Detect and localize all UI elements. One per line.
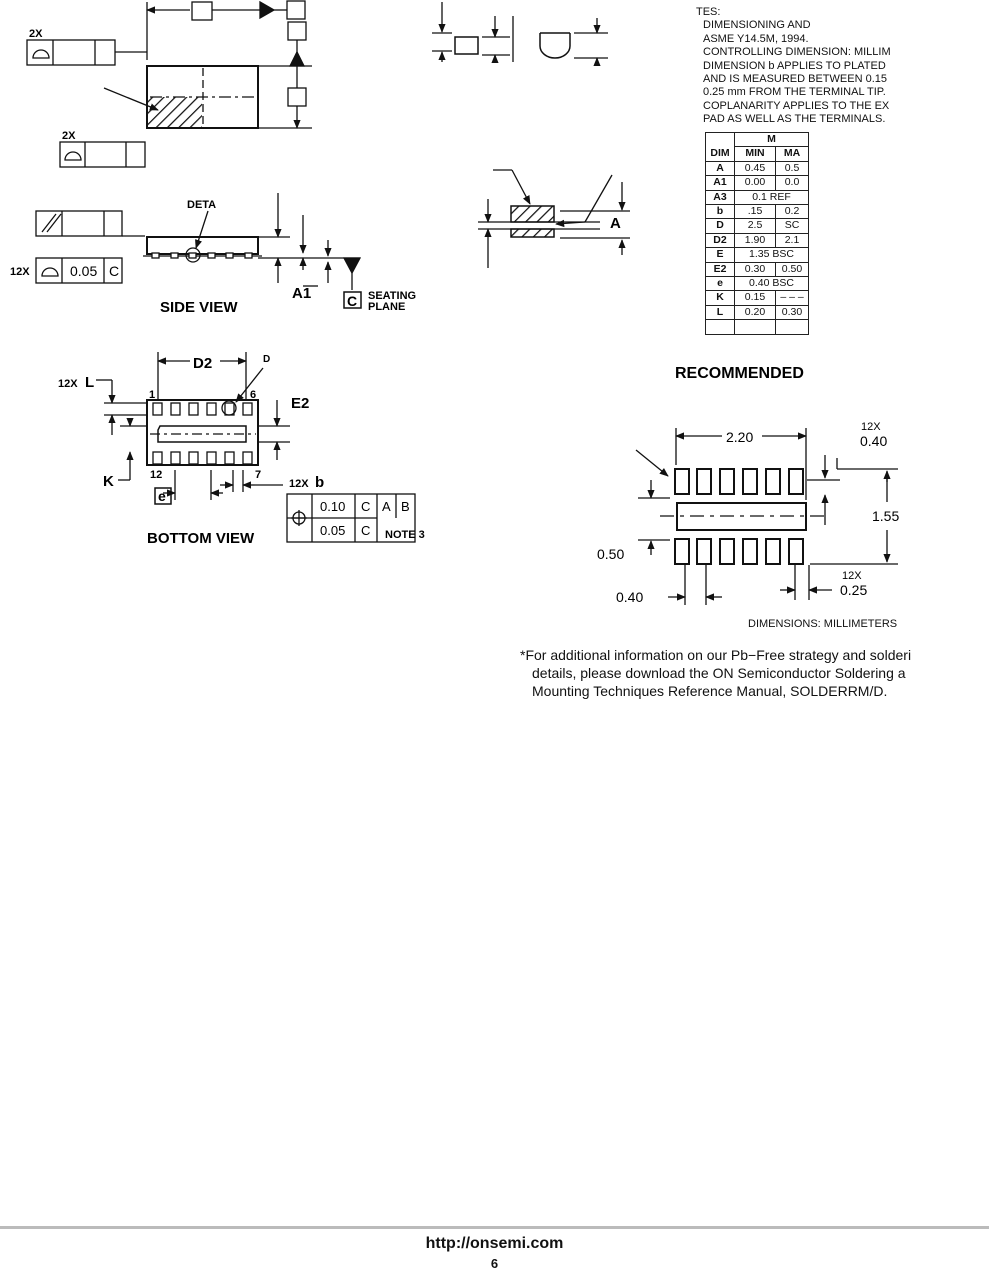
seating-plane-label-2: PLANE [368,301,406,313]
recommended-title: RECOMMENDED [675,365,804,382]
col-dim-header: DIM [706,133,735,162]
note-line: CONTROLLING DIMENSION: MILLIM [703,46,891,59]
side-fcf-datum: C [109,263,120,279]
notes-block [696,6,988,127]
min-cell: 0.30 [735,262,776,276]
dim-cell: D [706,219,735,233]
min-cell: 1.90 [735,233,776,247]
dim-0-25: 0.25 [840,582,868,598]
footer-url[interactable]: http://onsemi.com [425,1235,564,1252]
pin1-label: 1 [149,389,156,401]
fcf-row2-value: 0.05 [320,523,346,538]
dim-0-50: 0.50 [597,546,625,562]
pin12-label: 12 [150,469,163,481]
col-max-header: MA [776,147,809,161]
footer-divider [0,1226,989,1229]
dim-0-40-top: 0.40 [860,433,888,449]
note-line: DIMENSIONING AND [703,19,811,32]
datum-c-label: C [347,293,358,309]
table-row [706,248,809,262]
d-callout-label: D [263,354,271,365]
max-cell: 0.30 [776,305,809,319]
dimensions-units-note: DIMENSIONS: MILLIMETERS [748,618,898,630]
min-cell: 0.15 [735,291,776,305]
note-line: DIMENSION b APPLIES TO PLATED [703,59,886,72]
note3-label: NOTE 3 [385,529,425,541]
min-cell: 0.00 [735,176,776,190]
top-view [27,1,312,167]
dim-cell [706,320,735,334]
a1-label: A1 [292,285,312,302]
b-label: b [315,474,325,491]
note-line: 0.25 mm FROM THE TERMINAL TIP. [703,86,886,99]
fcf-row1-value: 0.10 [320,499,346,514]
fcf-row1-datum3: B [401,499,410,514]
pin7-label: 7 [255,469,262,481]
dimension-table [705,132,809,335]
min-cell: 0.20 [735,305,776,319]
dim-cell: E [706,248,735,262]
dim-1-55: 1.55 [872,508,900,524]
package-bottom-outline [147,400,258,465]
max-cell: 2.1 [776,233,809,247]
dim-cell: L [706,305,735,319]
top-2x-label-a: 2X [29,28,43,40]
min-cell [735,320,776,334]
pin1-hatched-area [148,97,202,127]
dim-cell: A [706,161,735,175]
max-cell: 0.0 [776,176,809,190]
datum-box-d [192,2,212,20]
note-line: ASME Y14.5M, 1994. [703,32,809,45]
table-row [706,262,809,276]
b-prefix: 12X [289,478,309,490]
max-cell: 0.5 [776,161,809,175]
note-line: AND IS MEASURED BETWEEN 0.15 [703,73,887,86]
group-header: M [735,133,809,147]
dim-0-25-prefix: 12X [842,570,862,582]
dim-cell: A1 [706,176,735,190]
table-row [706,161,809,175]
detail-label: DETA [187,199,217,211]
d2-label: D2 [193,355,213,372]
l-label: L [85,374,95,391]
side-fcf-prefix: 12X [10,266,30,278]
table-row [706,205,809,219]
table-row [706,219,809,233]
footnote-line-2: details, please download the ON Semiconductor Soldering a [532,665,906,681]
footnote [520,646,989,700]
footnote-line-3: Mounting Techniques Reference Manual, SOLDERRM/D. [532,683,888,699]
top-2x-label-b: 2X [62,130,76,142]
note-line: COPLANARITY APPLIES TO THE EX [703,99,890,112]
col-min-header: MIN [735,147,776,161]
side-fcf-value: 0.05 [70,263,98,279]
note-line: PAD AS WELL AS THE TERMINALS. [703,113,886,126]
side-view-title: SIDE VIEW [160,299,238,316]
span-cell: 0.1 REF [735,190,809,204]
dim-cell: E2 [706,262,735,276]
max-cell: 0.2 [776,205,809,219]
table-row [706,277,809,291]
max-cell: 0.50 [776,262,809,276]
table-row [706,305,809,319]
table-row [706,176,809,190]
fcf-row1-datum1: C [361,499,371,514]
min-cell: .15 [735,205,776,219]
table-row [706,190,809,204]
dim-cell: e [706,277,735,291]
dim-0-40-top-prefix: 12X [861,421,881,433]
max-cell: – – – [776,291,809,305]
min-cell: 0.45 [735,161,776,175]
package-side-body [147,237,258,254]
max-cell: SC [776,219,809,233]
bottom-view-title: BOTTOM VIEW [147,530,255,547]
e2-label: E2 [291,395,310,412]
table-row [706,320,809,334]
span-cell: 0.40 BSC [735,277,809,291]
page-number: 6 [490,1256,499,1271]
max-cell [776,320,809,334]
pin6-label: 6 [250,389,257,401]
dim-2-20: 2.20 [726,429,754,445]
dim-cell: A3 [706,190,735,204]
k-label: K [103,473,114,490]
dim-cell: D2 [706,233,735,247]
e-pitch-label: e [158,488,166,504]
footnote-line-1: *For additional information on our Pb−Free strategy and solderi [520,647,912,663]
fcf-row2-datum1: C [361,523,371,538]
table-row [706,233,809,247]
detail-views [432,2,630,268]
table-row [706,291,809,305]
dim-cell: b [706,205,735,219]
detail-a-label: A [610,215,621,232]
span-cell: 1.35 BSC [735,248,809,262]
l-prefix: 12X [58,378,78,390]
dim-cell: K [706,291,735,305]
notes-heading: TES: [696,6,721,18]
dim-0-40-bottom: 0.40 [616,589,644,605]
seating-plane-label-1: SEATING [368,290,417,302]
min-cell: 2.5 [735,219,776,233]
fcf-row1-datum2: A [382,499,391,514]
